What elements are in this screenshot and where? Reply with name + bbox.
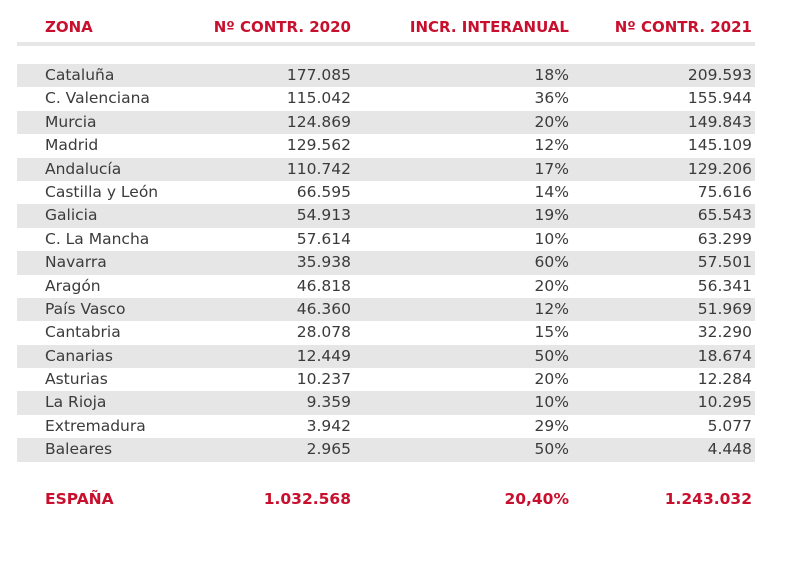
contracts-2020-cell: 12.449 [296, 346, 351, 365]
year-increase-cell: 29% [534, 416, 569, 435]
contracts-2020-cell: 28.078 [296, 323, 351, 342]
zone-cell: Extremadura [45, 416, 146, 435]
year-increase-cell: 20% [534, 276, 569, 295]
total-row [17, 487, 755, 511]
contracts-2021-cell: 155.944 [687, 89, 752, 108]
total-label: ESPAÑA [45, 490, 114, 508]
zone-cell: Aragón [45, 276, 101, 295]
zone-cell: Cantabria [45, 323, 121, 342]
year-increase-cell: 12% [534, 136, 569, 155]
contracts-2020-cell: 9.359 [306, 393, 351, 412]
contracts-2020-cell: 46.818 [296, 276, 351, 295]
contracts-2021-cell: 56.341 [697, 276, 752, 295]
zone-cell: La Rioja [45, 393, 107, 412]
year-increase-cell: 19% [534, 206, 569, 225]
total-contracts-2020: 1.032.568 [263, 490, 351, 508]
contracts-2021-cell: 57.501 [697, 253, 752, 272]
contracts-2021-cell: 4.448 [707, 440, 752, 459]
table-header [17, 0, 755, 46]
header-contracts-2020: Nº CONTR. 2020 [213, 18, 351, 36]
contracts-2020-cell: 3.942 [306, 416, 351, 435]
zone-cell: C. Valenciana [45, 89, 150, 108]
zone-cell: Cataluña [45, 66, 115, 84]
table-row [17, 345, 755, 368]
zone-cell: C. La Mancha [45, 229, 150, 248]
table-row [17, 87, 755, 110]
contracts-2021-cell: 63.299 [697, 229, 752, 248]
zone-cell: Castilla y León [45, 182, 159, 201]
year-increase-cell: 10% [534, 393, 569, 412]
contracts-2021-cell: 65.543 [697, 206, 752, 225]
contracts-2021-cell: 129.206 [687, 159, 752, 178]
contracts-2021-cell: 51.969 [697, 299, 752, 318]
contracts-2020-cell: 115.042 [286, 89, 351, 108]
contracts-2021-cell: 12.284 [697, 370, 752, 389]
zone-cell: Canarias [45, 346, 113, 365]
contracts-2021-cell: 209.593 [687, 66, 752, 84]
contracts-2020-cell: 2.965 [306, 440, 351, 459]
year-increase-cell: 14% [534, 182, 569, 201]
zone-cell: Madrid [45, 136, 99, 155]
table-row [17, 298, 755, 321]
contracts-2021-cell: 10.295 [697, 393, 752, 412]
contracts-2020-cell: 110.742 [286, 159, 351, 178]
contracts-2021-cell: 145.109 [687, 136, 752, 155]
contracts-2021-cell: 32.290 [697, 323, 752, 342]
zone-cell: País Vasco [45, 299, 126, 318]
year-increase-cell: 20% [534, 112, 569, 131]
table-row [17, 438, 755, 461]
table-row [17, 158, 755, 181]
zone-cell: Baleares [45, 440, 113, 459]
year-increase-cell: 18% [534, 66, 569, 84]
year-increase-cell: 36% [534, 89, 569, 108]
contracts-2020-cell: 35.938 [296, 253, 351, 272]
zone-cell: Galicia [45, 206, 98, 225]
year-increase-cell: 17% [534, 159, 569, 178]
table-row [17, 204, 755, 227]
table-row [17, 228, 755, 251]
year-increase-cell: 50% [534, 346, 569, 365]
contracts-2020-cell: 46.360 [296, 299, 351, 318]
year-increase-cell: 10% [534, 229, 569, 248]
contracts-2020-cell: 124.869 [286, 112, 351, 131]
contracts-2021-cell: 75.616 [697, 182, 752, 201]
table-row [17, 111, 755, 134]
contracts-2021-cell: 149.843 [687, 112, 752, 131]
table-row [17, 415, 755, 438]
contracts-2020-cell: 54.913 [296, 206, 351, 225]
zone-cell: Andalucía [45, 159, 122, 178]
contracts-2020-cell: 66.595 [296, 182, 351, 201]
zone-cell: Navarra [45, 253, 107, 272]
year-increase-cell: 20% [534, 370, 569, 389]
table-row [17, 275, 755, 298]
contracts-2021-cell: 5.077 [707, 416, 752, 435]
table-row [17, 368, 755, 391]
table-row [17, 181, 755, 204]
table-row [17, 391, 755, 414]
table-row [17, 134, 755, 157]
header-zona: ZONA [45, 18, 93, 36]
contracts-2021-cell: 18.674 [697, 346, 752, 365]
table-row [17, 251, 755, 274]
table-row [17, 321, 755, 344]
header-contracts-2021: Nº CONTR. 2021 [614, 18, 752, 36]
year-increase-cell: 12% [534, 299, 569, 318]
year-increase-cell: 15% [534, 323, 569, 342]
header-year-increase: INCR. INTERANUAL [409, 18, 569, 36]
contracts-2020-cell: 129.562 [286, 136, 351, 155]
year-increase-cell: 60% [534, 253, 569, 272]
year-increase-cell: 50% [534, 440, 569, 459]
table-row [17, 64, 755, 87]
table-body [17, 64, 755, 462]
contracts-2020-cell: 57.614 [296, 229, 351, 248]
contracts-2020-cell: 10.237 [296, 370, 351, 389]
contracts-2020-cell: 177.085 [286, 66, 351, 84]
total-year-increase: 20,40% [504, 490, 569, 508]
zone-cell: Murcia [45, 112, 97, 131]
zone-cell: Asturias [45, 370, 108, 389]
total-contracts-2021: 1.243.032 [664, 490, 752, 508]
